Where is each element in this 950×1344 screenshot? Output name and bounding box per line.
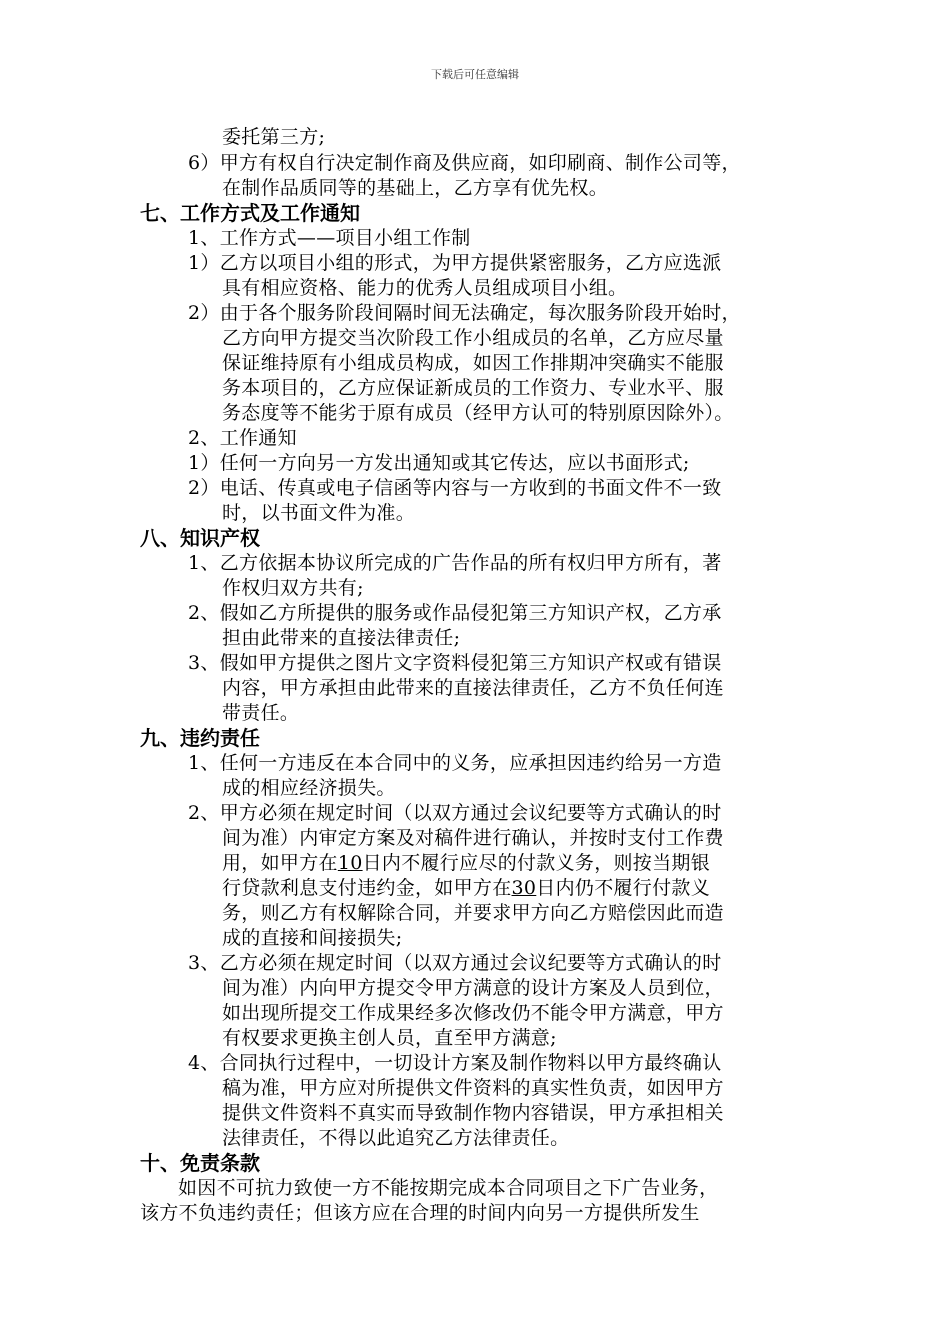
underlined-days-value: 10 [337,852,363,874]
text-line: 务态度等不能劣于原有成员（经甲方认可的特别原因除外）。 [222,402,734,424]
text-line: 4、合同执行过程中，一切设计方案及制作物料以甲方最终确认 [188,1052,722,1074]
text-line: 1、工作方式——项目小组工作制 [188,227,471,249]
text-line: 1）乙方以项目小组的形式，为甲方提供紧密服务，乙方应选派 [188,252,722,274]
text-line: 提供文件资料不真实而导致制作物内容错误，甲方承担相关 [222,1102,724,1124]
text-segment: 日内不履行应尽的付款义务，则按当期银 [362,852,710,874]
text-line: 2）由于各个服务阶段间隔时间无法确定，每次服务阶段开始时， [188,302,741,324]
text-line: 担由此带来的直接法律责任; [222,627,461,649]
section-heading: 十、免责条款 [140,1151,260,1175]
underlined-days-value: 30 [511,877,537,899]
text-segment: 行贷款利息支付违约金，如甲方在 [222,877,512,899]
text-line: 该方不负违约责任；但该方应在合理的时间内向另一方提供所发生 [140,1202,700,1224]
text-line: 成的直接和间接损失; [222,927,403,949]
text-line: 成的相应经济损失。 [222,777,396,799]
text-segment: 用，如甲方在 [222,852,338,874]
text-line: 保证维持原有小组成员构成，如因工作排期冲突确实不能服 [222,352,724,374]
text-line: 2、工作通知 [188,427,297,449]
text-line [222,876,710,900]
page-header: 下载后可任意编辑 [431,68,519,81]
text-line: 法律责任，不得以此追究乙方法律责任。 [222,1127,570,1149]
text-line: 时，以书面文件为准。 [222,502,416,524]
text-line: 务本项目的，乙方应保证新成员的工作资力、专业水平、服 [222,377,724,399]
text-line: 有权要求更换主创人员，直至甲方满意; [222,1027,557,1049]
text-line: 1、乙方依据本协议所完成的广告作品的所有权归甲方所有，著 [188,552,722,574]
text-line: 委托第三方; [222,126,326,148]
text-line: 1）任何一方向另一方发出通知或其它传达，应以书面形式; [188,452,690,474]
text-line: 3、假如甲方提供之图片文字资料侵犯第三方知识产权或有错误 [188,652,722,674]
text-line: 6）甲方有权自行决定制作商及供应商，如印刷商、制作公司等， [188,152,741,174]
text-line: 2、假如乙方所提供的服务或作品侵犯第三方知识产权，乙方承 [188,602,722,624]
text-line: 在制作品质同等的基础上，乙方享有优先权。 [222,177,609,199]
text-line: 务，则乙方有权解除合同，并要求甲方向乙方赔偿因此而造 [222,902,724,924]
text-line: 内容，甲方承担由此带来的直接法律责任，乙方不负任何连 [222,677,724,699]
section-heading: 七、工作方式及工作通知 [140,201,360,225]
text-line: 如因不可抗力致使一方不能按期完成本合同项目之下广告业务， [178,1177,719,1199]
text-line: 稿为准，甲方应对所提供文件资料的真实性负责，如因甲方 [222,1077,724,1099]
text-line: 1、任何一方违反在本合同中的义务，应承担因违约给另一方造 [188,752,722,774]
text-line: 作权归双方共有; [222,577,364,599]
text-line: 2）电话、传真或电子信函等内容与一方收到的书面文件不一致 [188,477,722,499]
text-line: 3、乙方必须在规定时间（以双方通过会议纪要等方式确认的时 [188,952,722,974]
text-line: 具有相应资格、能力的优秀人员组成项目小组。 [222,277,628,299]
text-line: 2、甲方必须在规定时间（以双方通过会议纪要等方式确认的时 [188,802,722,824]
text-line: 间为准）内审定方案及对稿件进行确认，并按时支付工作费 [222,827,724,849]
text-line: 如出现所提交工作成果经多次修改仍不能令甲方满意，甲方 [222,1002,724,1024]
section-heading: 九、违约责任 [140,726,260,750]
text-line: 乙方向甲方提交当次阶段工作小组成员的名单，乙方应尽量 [222,327,724,349]
text-line: 间为准）内向甲方提交令甲方满意的设计方案及人员到位， [222,977,724,999]
text-line: 带责任。 [222,702,300,724]
text-line [222,851,710,875]
section-heading: 八、知识产权 [140,526,260,550]
text-segment: 日内仍不履行付款义 [536,877,710,899]
